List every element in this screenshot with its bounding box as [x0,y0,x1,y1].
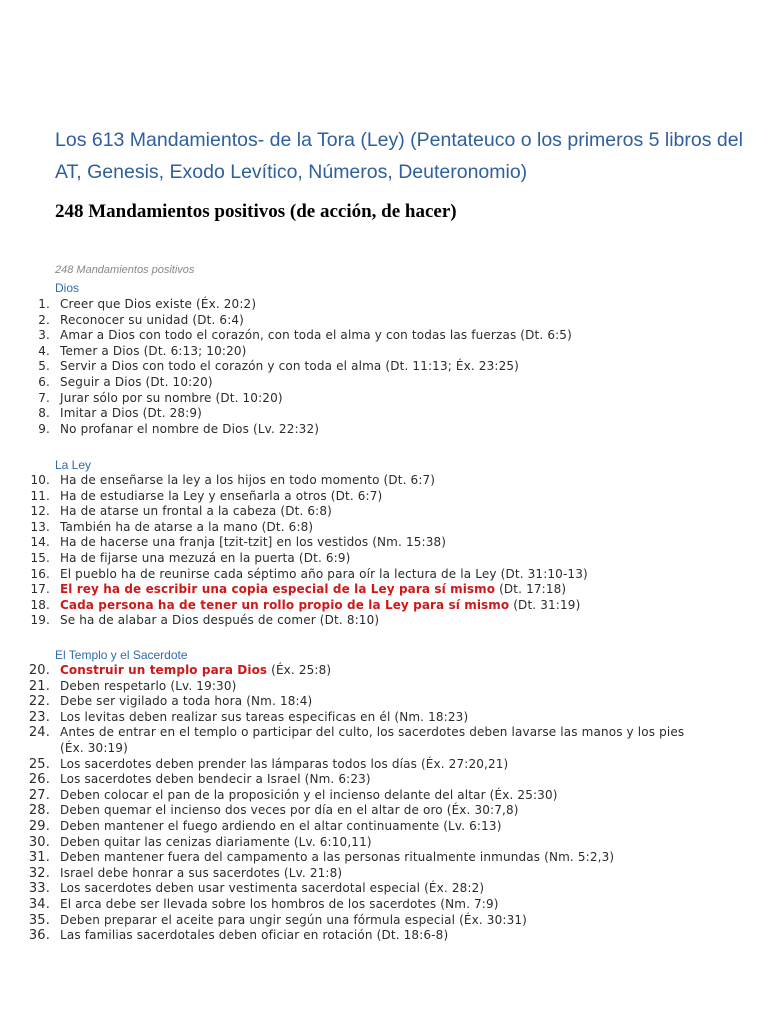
commandment-item [0,866,700,882]
item-text: Deben mantener el fuego ardiendo en el altar continuamente (Lv. 6:13) [60,818,502,833]
item-text: También ha de atarse a la mano (Dt. 6:8) [60,519,314,534]
item-text: Deben preparar el aceite para ungir según una fórmula especial (Éx. 30:31) [60,912,527,927]
item-number: 21. [28,678,50,694]
item-text: Deben quemar el incienso dos veces por día en el altar de oro (Éx. 30:7,8) [60,803,519,818]
commandment-list-templo [0,663,700,944]
item-text: Seguir a Dios (Dt. 10:20) [60,374,213,389]
commandment-item [0,406,700,422]
item-text: Ha de atarse un frontal a la cabeza (Dt. 6:8) [60,504,332,519]
item-text: Servir a Dios con todo el corazón y con toda el alma (Dt. 11:13; Éx. 23:25) [60,359,519,374]
item-number: 25. [28,756,50,772]
commandment-item [0,328,700,344]
item-number: 29. [28,818,50,834]
item-text: Jurar sólo por su nombre (Dt. 10:20) [60,390,283,405]
item-number: 14. [30,535,50,550]
commandment-item [0,551,700,567]
item-number: 35. [28,912,50,928]
item-number: 27. [28,787,50,803]
item-number: 8. [38,406,50,421]
commandment-item [0,567,700,583]
item-number: 7. [38,390,50,405]
commandment-item [0,881,700,897]
item-highlight: Cada persona ha de tener un rollo propio de la Ley para sí mismo [60,597,510,612]
commandment-item [0,313,700,329]
item-number: 31. [28,850,50,866]
commandment-item [0,473,700,489]
commandment-item [0,694,700,710]
commandment-item [0,582,700,598]
item-number: 5. [38,359,50,374]
item-number: 30. [28,834,50,850]
commandment-item [0,359,700,375]
item-number: 2. [38,312,50,327]
item-highlight: El rey ha de escribir una copia especial de la Ley para sí mismo [60,582,496,597]
commandment-item [0,803,700,819]
commandment-list-dios [0,297,700,437]
item-text: Ha de estudiarse la Ley y enseñarla a otros (Dt. 6:7) [60,488,383,503]
item-text: No profanar el nombre de Dios (Lv. 22:32) [60,421,320,436]
item-number: 22. [28,694,50,710]
item-text: Israel debe honrar a sus sacerdotes (Lv. 21:8) [60,865,343,880]
commandment-item [0,391,700,407]
commandment-item [0,788,700,804]
item-number: 4. [38,343,50,358]
item-text: Deben mantener fuera del campamento a las personas ritualmente inmundas (Nm. 5:2,3) [60,850,615,865]
item-text: Se ha de alabar a Dios después de comer (Dt. 8:10) [60,613,380,628]
group-heading-templo: El Templo y el Sacerdote [55,648,188,662]
item-text: El pueblo ha de reunirse cada séptimo año para oír la lectura de la Ley (Dt. 31:10-13) [60,566,588,581]
document-title: Los 613 Mandamientos- de la Tora (Ley) (Pentateuco o los primeros 5 libros del AT, Genesis, Exodo Levítico, Números, Deuteronomio) [55,129,743,183]
commandment-item [0,535,700,551]
commandment-item [0,613,700,629]
commandment-list-la-ley [0,473,700,629]
item-number: 34. [28,896,50,912]
item-number: 36. [28,928,50,944]
commandment-item [0,757,700,773]
commandment-item [0,520,700,536]
commandment-item [0,598,700,614]
commandment-item [0,710,700,726]
commandment-item [0,850,700,866]
item-number: 18. [30,597,50,612]
commandment-item [0,504,700,520]
item-text: Deben colocar el pan de la proposición y el incienso delante del altar (Éx. 25:30) [60,787,558,802]
commandment-item [0,489,700,505]
commandment-item [0,928,700,944]
item-text: Ha de fijarse una mezuzá en la puerta (Dt. 6:9) [60,550,351,565]
item-number: 17. [30,582,50,597]
item-number: 1. [38,297,50,311]
item-text: Los sacerdotes deben prender las lámparas todos los días (Éx. 27:20,21) [60,756,509,771]
commandment-item [0,663,700,679]
commandment-item [0,375,700,391]
item-text: Reconocer su unidad (Dt. 6:4) [60,312,245,327]
item-text: Antes de entrar en el templo o participar del culto, los sacerdotes deben lavarse las manos y los pies (Éx. 30:19) [60,725,685,755]
section-label: 248 Mandamientos positivos [55,264,195,276]
item-text: Los levitas deben realizar sus tareas especificas en él (Nm. 18:23) [60,709,469,724]
item-number: 24. [28,725,50,741]
item-number: 16. [30,566,50,581]
commandment-item [0,422,700,438]
item-text: Los sacerdotes deben bendecir a Israel (Nm. 6:23) [60,772,371,787]
item-text: Ha de enseñarse la ley a los hijos en todo momento (Dt. 6:7) [60,473,436,487]
item-number: 10. [30,473,50,487]
item-text: Temer a Dios (Dt. 6:13; 10:20) [60,343,247,358]
item-text: Deben respetarlo (Lv. 19:30) [60,678,237,693]
commandment-item [0,679,700,695]
item-number: 26. [28,772,50,788]
item-number: 19. [30,613,50,628]
item-number: 32. [28,865,50,881]
item-text: El arca debe ser llevada sobre los hombros de los sacerdotes (Nm. 7:9) [60,896,499,911]
commandment-item [0,819,700,835]
commandment-item [0,725,700,756]
item-text: Debe ser vigilado a toda hora (Nm. 18:4) [60,694,313,709]
item-text: Deben quitar las cenizas diariamente (Lv. 6:10,11) [60,834,372,849]
item-number: 6. [38,374,50,389]
item-number: 23. [28,709,50,725]
item-highlight: Construir un templo para Dios [60,663,268,677]
commandment-item [0,897,700,913]
item-text: Creer que Dios existe (Éx. 20:2) [60,297,257,311]
item-text: Ha de hacerse una franja [tzit-tzit] en los vestidos (Nm. 15:38) [60,535,447,550]
item-number: 11. [30,488,50,503]
item-text: (Éx. 25:8) [267,663,332,677]
group-heading-la-ley: La Ley [55,458,92,472]
item-number: 12. [30,504,50,519]
item-text: (Dt. 17:18) [495,582,567,597]
item-text: Los sacerdotes deben usar vestimenta sacerdotal especial (Éx. 28:2) [60,881,485,896]
item-number: 20. [28,663,50,678]
item-text: (Dt. 31:19) [509,597,581,612]
item-text: Amar a Dios con todo el corazón, con toda el alma y con todas las fuerzas (Dt. 6:5) [60,328,572,343]
item-number: 9. [38,421,50,436]
group-heading-dios: Dios [55,281,80,295]
item-text: Las familias sacerdotales deben oficiar en rotación (Dt. 18:6-8) [60,928,449,943]
item-number: 15. [30,550,50,565]
commandment-item [0,297,700,313]
item-number: 28. [28,803,50,819]
commandment-item [0,913,700,929]
item-text: Imitar a Dios (Dt. 28:9) [60,406,203,421]
document-subtitle: 248 Mandamientos positivos (de acción, de hacer) [55,201,457,222]
item-number: 3. [38,328,50,343]
commandment-item [0,835,700,851]
item-number: 33. [28,881,50,897]
item-number: 13. [30,519,50,534]
commandment-item [0,344,700,360]
commandment-item [0,772,700,788]
